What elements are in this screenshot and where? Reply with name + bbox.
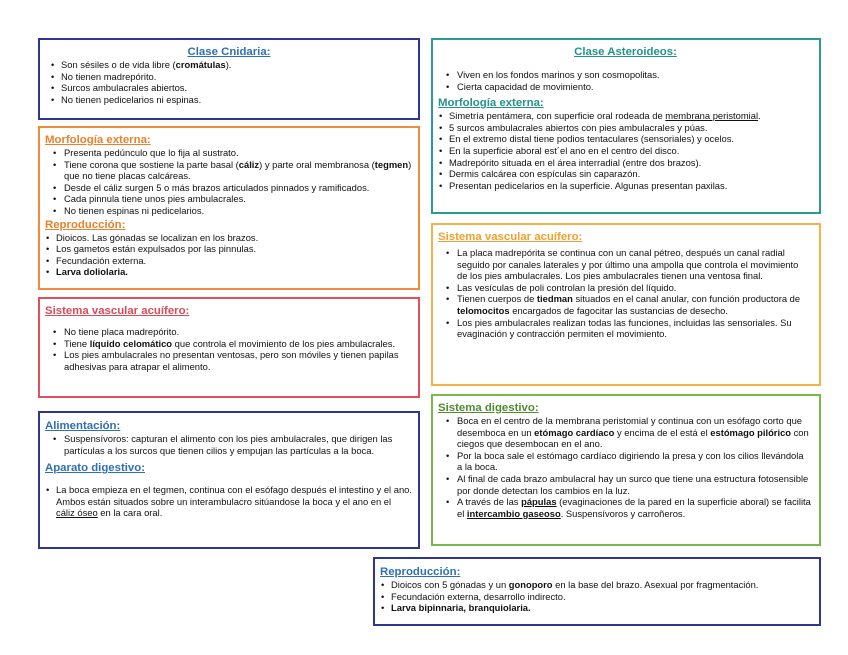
list-item (438, 110, 813, 122)
aparato-digestivo-title: Aparato digestivo: (45, 462, 145, 475)
list-item (45, 159, 412, 182)
cnidaria-title: Clase Cnidaria: (187, 46, 271, 58)
text-run: ) y parte oral membranosa ( (259, 158, 375, 170)
reproduccion-cnidaria-title: Reproducción: (45, 218, 126, 231)
text-run: (evaginaciones de la pared en la superficie aboral) se facilita el (457, 496, 811, 519)
list-item: • En la superficie aboral est´el ano en el centro del disco. (438, 145, 813, 157)
list-item: • Suspensívoros: capturan el alimento con los pies ambulacrales, que dirigen las partículas a los surcos que tienen cilios y empujan las partículas a la boca. (45, 433, 412, 456)
list-item: • La placa madrepórita se continua con un canal pétreo, después un canal radial seguido por canales laterales y por último una ampolla que controla el movimiento de los pies ambulacrales. Los pies ambulacrales tienen una ventosa final. (438, 247, 811, 282)
vascular-cnidaria-box (38, 297, 420, 398)
list-item: • Desde el cáliz surgen 5 o más brazos articulados pinnados y ramificados. (45, 182, 412, 194)
list-item: • Los gametos están expulsados por las pinnulas. (45, 243, 412, 255)
text-run: gonoporo (508, 579, 553, 590)
list-item: • Las vesículas de poli controlan la presión del líquido. (438, 282, 811, 294)
asteroideos-list (438, 69, 813, 92)
list-item: • 5 surcos ambulacrales abiertos con pies ambulacrales y púas. (438, 122, 813, 134)
list-item: • No tiene placa madrepórito. (45, 326, 410, 338)
list-item: • Dermis calcárea con espículas sin caparazón. (438, 168, 813, 180)
text-run: con ciegos que desembocan en el ano. (457, 426, 809, 450)
text-run: . (758, 110, 761, 122)
text-run: estómago pilórico (710, 426, 792, 438)
vascular-asteroideos-title: Sistema vascular acuífero: (438, 231, 583, 243)
text-run: y encima de el está el (614, 426, 711, 438)
text-run: membrana peristomial (665, 110, 759, 122)
text-run: Dioicos con 5 gónadas y un (391, 579, 509, 590)
list-item: • No tienen pedicelarios ni espinas. (50, 94, 408, 106)
alimentacion-title: Alimentación: (45, 420, 121, 432)
cnidaria-box (38, 38, 420, 120)
text-run: cáliz (238, 158, 260, 170)
list-item (45, 484, 412, 519)
reproduccion-asteroideos-box (373, 557, 821, 626)
list-item: • Los pies ambulacrales no presentan ventosas, pero son móviles y tienen papilas adhesivas para atrapar el alimento. (45, 349, 410, 372)
cnidaria-list (50, 59, 408, 105)
list-item: • No tienen madrepórito. (50, 71, 408, 83)
list-item (438, 293, 811, 316)
text-run: en la base del brazo. Asexual por fragmentación. (552, 579, 759, 590)
digestivo-asteroideos-list (438, 415, 811, 519)
morfologia-asteroideos-title: Morfología externa: (438, 97, 544, 110)
list-item (438, 415, 811, 450)
text-run: cáliz óseo (56, 507, 98, 519)
text-run: etómago cardíaco (534, 426, 615, 438)
text-run: que controla el movimiento de los pies ambulacrales. (172, 337, 396, 349)
list-item: • Cada pinnula tiene unos pies ambulacrales. (45, 193, 412, 205)
list-item (50, 59, 408, 71)
list-item (45, 338, 410, 350)
list-item (380, 579, 813, 591)
text-run: Boca en el centro de la membrana peristomial y continua con un esófago corto que desemboca en un (457, 415, 802, 438)
reproduccion-asteroideos-title: Reproducción: (380, 566, 461, 578)
text-run: telomocitos (457, 304, 510, 316)
reproduccion-asteroideos-list (380, 579, 813, 614)
list-item: • Fecundación externa, desarrollo indirecto. (380, 591, 813, 603)
list-item: • Los pies ambulacrales realizan todas las funciones, incluidas las sensoriales. Su evaginación y contracción permiten el movimiento. (438, 317, 811, 340)
asteroideos-title: Clase Asteroideos: (574, 46, 677, 58)
morfologia-cnidaria-box (38, 126, 420, 290)
list-item: • En el extremo distal tiene podios tentaculares (sensoriales) y ocelos. (438, 133, 813, 145)
alimentacion-list (45, 433, 412, 456)
list-item: • Surcos ambulacrales abiertos. (50, 82, 408, 94)
text-run: Tiene (64, 337, 90, 349)
digestivo-asteroideos-box (431, 394, 821, 546)
morfologia-asteroideos-list (438, 110, 813, 191)
list-item: • Viven en los fondos marinos y son cosmopolitas. (438, 69, 813, 81)
list-item (380, 602, 813, 614)
list-item: • Cierta capacidad de movimiento. (438, 81, 813, 93)
vascular-cnidaria-list (45, 326, 410, 372)
aparato-digestivo-list (45, 484, 412, 519)
text-run: tiedman (536, 293, 573, 305)
reproduccion-cnidaria-list (45, 232, 412, 278)
text-run: Larva doliolaria. (56, 266, 128, 278)
asteroideos-box (431, 38, 821, 214)
list-item: • Por la boca sale el estómago cardíaco digiriendo la presa y con los cilios llevándola a la boca. (438, 450, 811, 473)
text-run: intercambio gaseoso (466, 507, 561, 519)
list-item: • Madrepórito situada en el área interradial (entre dos brazos). (438, 157, 813, 169)
list-item: • Fecundación externa. (45, 255, 412, 267)
text-run: pápulas (521, 496, 557, 508)
vascular-cnidaria-title: Sistema vascular acuífero: (45, 305, 190, 317)
text-run: Simetría pentámera, con superficie oral rodeada de (449, 110, 666, 122)
list-item (45, 266, 412, 278)
text-run: en la cara oral. (97, 507, 163, 519)
text-run: Son sésiles o de vida libre ( (61, 59, 176, 70)
morfologia-cnidaria-list (45, 147, 412, 217)
text-run: Larva bipinnaria, branquiolaria. (391, 602, 531, 614)
list-item: • Presentan pedicelarios en la superficie. Algunas presentan paxilas. (438, 180, 813, 192)
list-item (438, 496, 811, 519)
vascular-asteroideos-box (431, 223, 821, 386)
text-run: encargados de fagocitar las sustancias de desecho. (509, 304, 728, 316)
list-item: • Al final de cada brazo ambulacral hay un surco que tiene una estructura fotosensible por donde detectan los cambios en la luz. (438, 473, 811, 496)
text-run: ) que no tiene placas calcáreas. (64, 158, 412, 182)
text-run: . Suspensívoros y carroñeros. (560, 507, 686, 519)
text-run: cromátulas (175, 59, 226, 70)
list-item: • No tienen espinas ni pedicelarios. (45, 205, 412, 217)
text-run: tegmen (374, 158, 409, 170)
morfologia-cnidaria-title: Morfología externa: (45, 134, 151, 146)
list-item: • Dioicos. Las gónadas se localizan en los brazos. (45, 232, 412, 244)
text-run: Tienen cuerpos de (457, 293, 537, 305)
text-run: situados en el canal anular, con función productora de (572, 293, 801, 305)
text-run: Tiene corona que sostiene la parte basal ( (64, 158, 239, 170)
alimentacion-box (38, 411, 420, 549)
digestivo-asteroideos-title: Sistema digestivo: (438, 402, 539, 414)
text-run: La boca empieza en el tegmen, continua con el esófago después el intestino y el ano. Ambos están situados sobre un interambulacro sitúandose la boca y el ano en el (56, 484, 412, 507)
vascular-asteroideos-list (438, 247, 811, 340)
text-run: ). (225, 59, 232, 70)
list-item: • Presenta pedúnculo que lo fija al sustrato. (45, 147, 412, 159)
text-run: líquido celomático (89, 337, 173, 349)
text-run: A través de las (457, 496, 522, 508)
